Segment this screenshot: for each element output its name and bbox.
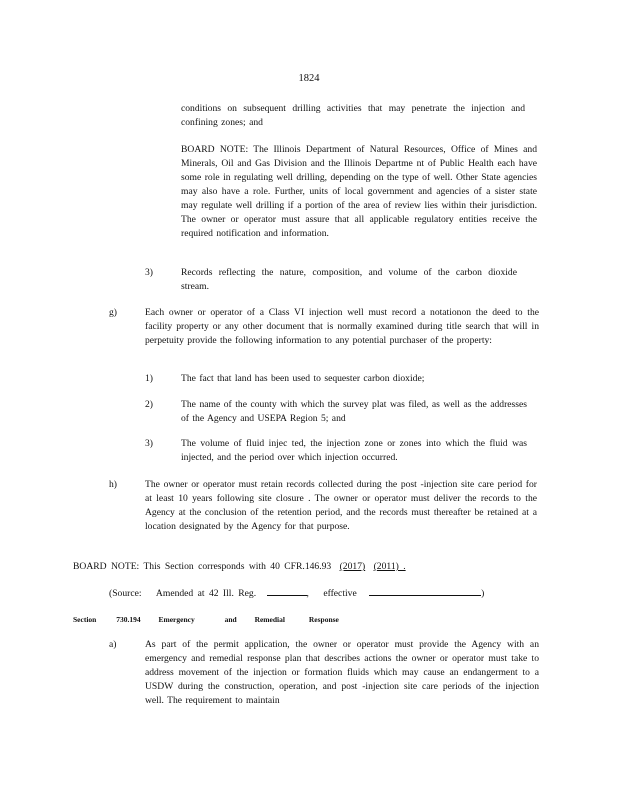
- item-g1-label: 1): [145, 373, 153, 384]
- deleted-year: (2011) .: [373, 561, 406, 572]
- register-blank: [267, 585, 307, 596]
- board-note-cfr: [73, 560, 406, 574]
- continuation-text: conditions on subsequent drilling activities that may penetrate the injection and confining zones; and: [181, 103, 525, 128]
- source-close: ): [481, 588, 485, 599]
- section-word-remedial: Remedial: [254, 615, 285, 624]
- board-note-agencies: BOARD NOTE: The Illinois Department of Natural Resources, Office of Mines and Minerals, Oil and Gas Division and the Illinois Departme nt of Public Health each have some role in regulating well drilling, depending on the type of well. Other State agencies may also have a role. Further, units of local government and agencies of a sister state may regulate well drilling if a portion of the area of review lies within their jurisdiction. The owner or operator must assure that all applicable regulatory entities receive the required notification and information.: [181, 144, 537, 239]
- source-line: [109, 585, 484, 601]
- section-word-response: Response: [308, 615, 339, 624]
- item-g-text: Each owner or operator of a Class VI injection well must record a notationon the deed to the facility property or any other document that is normally examined during title search that will in perpetuity provide the following information to any potential purchaser of the property:: [145, 307, 539, 346]
- source-effective: effective: [323, 588, 357, 599]
- item-h-text: The owner or operator must retain records collected during the post -injection site care period for at least 10 years following site closure . The owner or operator must deliver the records to the Agency at the conclusion of the retention period, and the records must thereafter be retained at a location designated by the Agency for that purpose.: [145, 479, 537, 532]
- effective-date-blank: [369, 585, 481, 596]
- item-h-label: h): [109, 479, 117, 490]
- inserted-year: (2017): [339, 561, 366, 572]
- section-word-emergency: Emergency: [158, 615, 195, 624]
- page-number: 1824: [298, 73, 320, 84]
- section-label: Section: [73, 615, 97, 624]
- item-a-label: a): [109, 639, 117, 650]
- board-note-cfr-text: BOARD NOTE: This Section corresponds with 40 CFR.146.93: [73, 561, 332, 572]
- item-g-label: g): [109, 307, 117, 318]
- item-g2-text: The name of the county with which the survey plat was filed, as well as the addresses of the Agency and USEPA Region 5; and: [181, 399, 527, 424]
- item-3-text: Records reflecting the nature, composition, and volume of the carbon dioxide stream.: [181, 267, 517, 292]
- item-g1-text: The fact that land has been used to sequester carbon dioxide;: [181, 373, 425, 384]
- item-g2-label: 2): [145, 399, 153, 410]
- section-word-and: and: [224, 615, 237, 624]
- source-comma: ,: [306, 588, 309, 599]
- item-3-label: 3): [145, 267, 153, 278]
- section-heading: [73, 613, 339, 627]
- item-g3-text: The volume of fluid injec ted, the injection zone or zones into which the fluid was injected, and the period over which injection occurred.: [181, 438, 527, 463]
- source-amended: Amended at 42 Ill. Reg.: [155, 588, 257, 599]
- item-g3-label: 3): [145, 438, 153, 449]
- source-open: (Source:: [109, 588, 142, 599]
- item-a-text: As part of the permit application, the owner or operator must provide the Agency with an emergency and remedial response plan that describes actions the owner or operator must take to address movement of the injection or formation fluids which may cause an endangerment to a USDW during the construction, operation, and post -injection site care periods of the injection well. The requirement to maintain: [145, 639, 539, 706]
- section-number: 730.194: [116, 615, 141, 624]
